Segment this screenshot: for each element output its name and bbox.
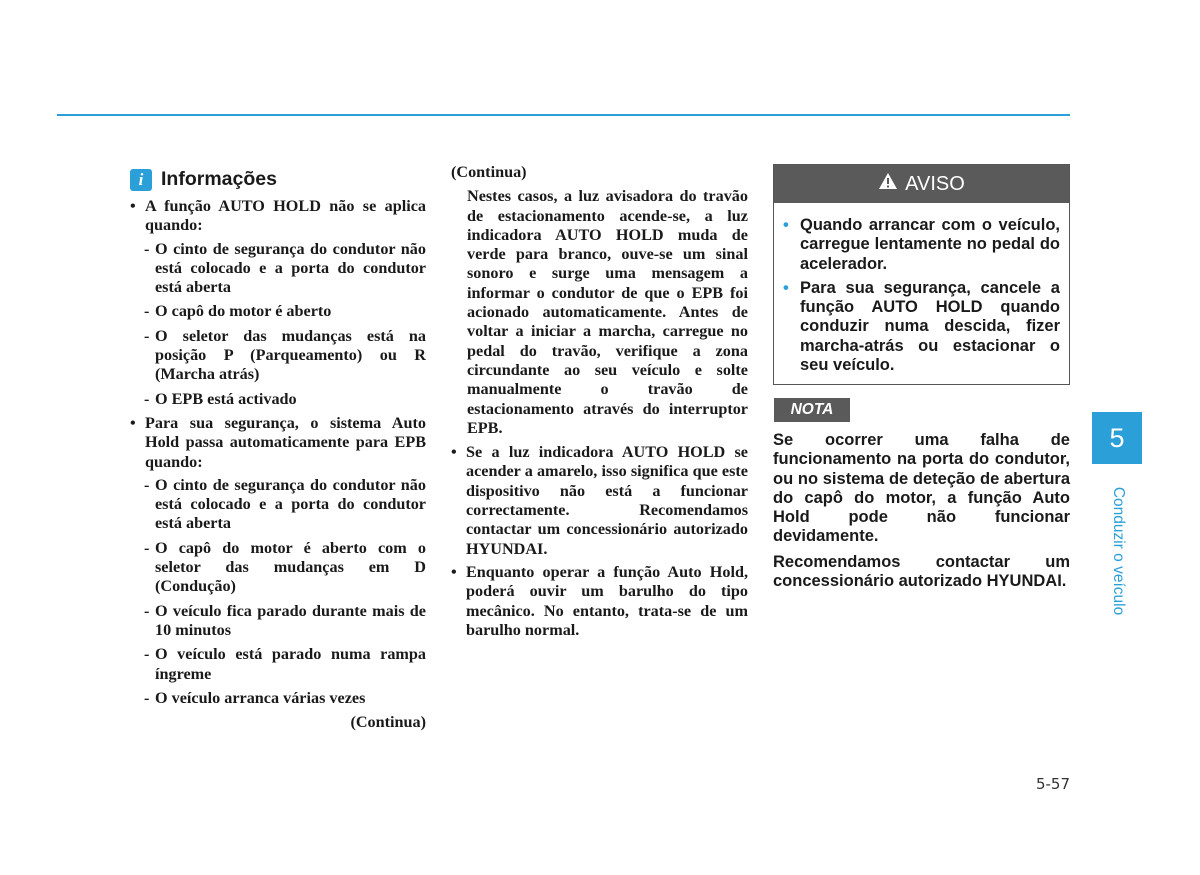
continued-label: (Continua) xyxy=(350,713,426,732)
warning-header xyxy=(774,165,1069,203)
info-icon: i xyxy=(130,169,152,191)
warning-body xyxy=(774,203,1069,375)
info-header xyxy=(130,168,426,192)
info-paragraph: Nestes casos, a luz avisadora do travão de estacionamento acende-se, a luz indicadora AUTO HOLD muda de verde para branco, ouve-se um sinal sonoro e surge uma mensagem a informar o condutor de que o EPB foi acionado automaticamente. Antes de voltar a iniciar a marcha, carregue no pedal do travão, verifique a zona circundante ao seu veículo e solte manualmente o travão de estacionamento através do interruptor EPB. xyxy=(467,187,748,437)
list-item: - O capô do motor é aberto xyxy=(130,302,426,321)
nota-paragraph: Recomendamos contactar um concessionário autorizado HYUNDAI. xyxy=(773,552,1070,591)
continued-label: (Continua) xyxy=(451,163,527,181)
list-item: - O veículo está parado numa rampa íngreme xyxy=(130,645,426,684)
nota-text xyxy=(773,431,1070,597)
info-continued-section xyxy=(451,163,748,644)
warning-title: AVISO xyxy=(905,172,965,195)
warning-item: • Quando arrancar com o veículo, carregue lentamente no pedal do acelerador. xyxy=(783,216,1060,274)
nota-paragraph: Se ocorrer uma falha de funcionamento na porta do condutor, ou no sistema de deteção de abertura do capô do motor, a função Auto Hold pode não funcionar devidamente. xyxy=(773,431,1070,546)
chapter-number-tab: 5 xyxy=(1092,412,1142,464)
info-bullet-2: • Para sua segurança, o sistema Auto Hold passa automaticamente para EPB quando: xyxy=(130,414,426,472)
list-item: - O EPB está activado xyxy=(130,390,426,409)
list-item: - O veículo fica parado durante mais de 10 minutos xyxy=(130,602,426,641)
nota-badge: NOTA xyxy=(774,398,850,422)
warning-box xyxy=(773,164,1070,385)
info-bullet-1: • A função AUTO HOLD não se aplica quando: xyxy=(130,197,426,236)
warning-triangle-icon xyxy=(878,172,898,196)
info-bullet-3: • Se a luz indicadora AUTO HOLD se acender a amarelo, isso significa que este dispositivo não está a funcionar correctamente. Recomendamos contactar um concessionário autorizado HYUNDAI. xyxy=(451,443,748,559)
header-rule xyxy=(57,114,1070,116)
info-section xyxy=(130,168,426,732)
list-item: - O cinto de segurança do condutor não está colocado e a porta do condutor está aberta xyxy=(130,240,426,298)
chapter-label: Conduzir o veículo xyxy=(1110,486,1127,616)
list-item: - O capô do motor é aberto com o seletor das mudanças em D (Condução) xyxy=(130,539,426,597)
warning-item: • Para sua segurança, cancele a função AUTO HOLD quando conduzir numa descida, fizer marcha-atrás ou estacionar o seu veículo. xyxy=(783,279,1060,375)
page-number: 5-57 xyxy=(1035,775,1070,793)
list-item: - O cinto de segurança do condutor não está colocado e a porta do condutor está aberta xyxy=(130,476,426,534)
list-item: - O veículo arranca várias vezes xyxy=(130,689,426,708)
info-bullet-4: • Enquanto operar a função Auto Hold, poderá ouvir um barulho do tipo mecânico. No entanto, trata-se de um barulho normal. xyxy=(451,563,748,640)
info-title: Informações xyxy=(161,168,277,191)
list-item: - O seletor das mudanças está na posição P (Parqueamento) ou R (Marcha atrás) xyxy=(130,327,426,385)
